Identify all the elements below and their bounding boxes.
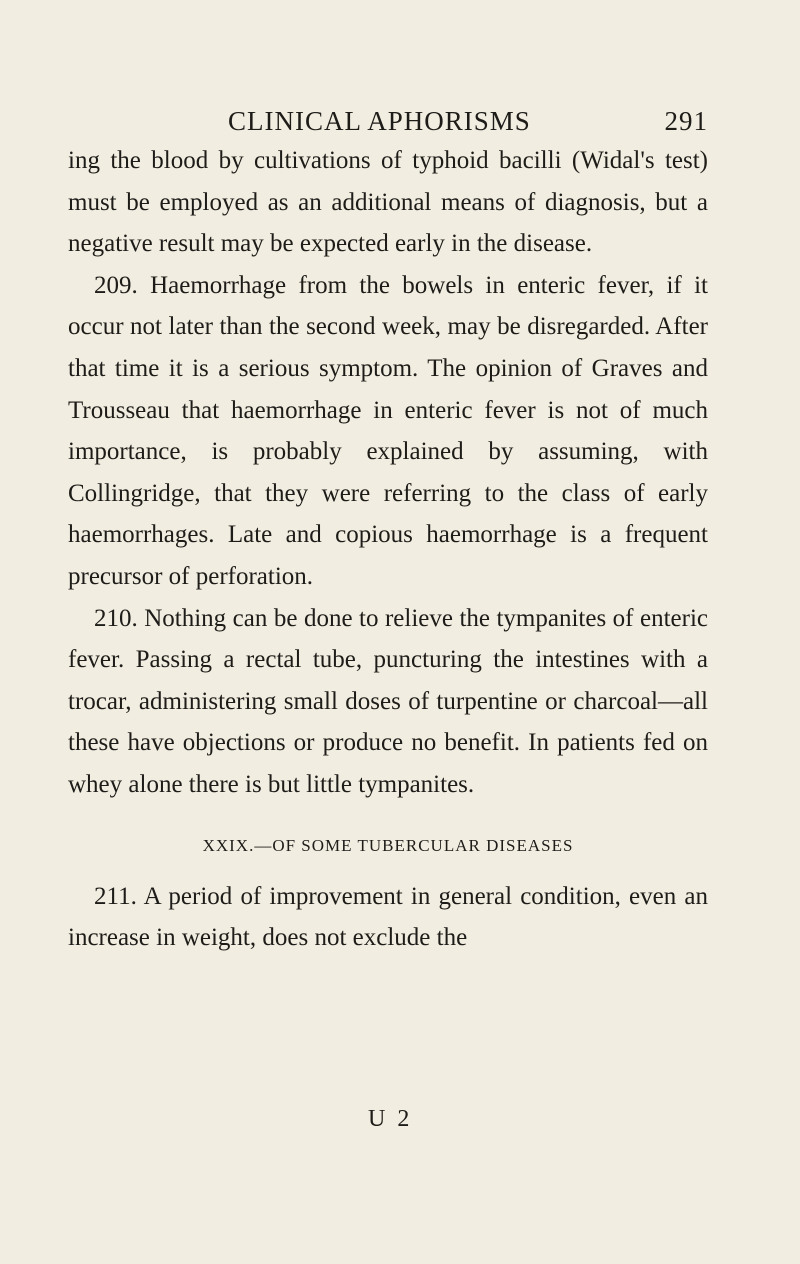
paragraph-210: 210. Nothing can be done to relieve the tympanites of enteric fever. Passing a rectal tube, puncturing the intestines with a trocar, administering small doses of turpentine or charcoal—all these have objections or produce no benefit. In patients fed on whey alone there is but little tympanites.	[68, 604, 708, 798]
page-body	[68, 140, 708, 959]
running-title: CLINICAL APHORISMS	[228, 106, 531, 136]
page-number: 291	[664, 106, 708, 136]
paragraph-209: 209. Haemorrhage from the bowels in enteric fever, if it occur not later than the second week, may be disregarded. After that time it is a serious symptom. The opinion of Graves and Trousseau that haemorrhage in enteric fever is not of much importance, is probably explained by assuming, with Collingridge, that they were referring to the class of early haemorrhages. Late and copious haemorrhage is a frequent precursor of perforation.	[68, 271, 708, 590]
paragraph-continuation: ing the blood by cultivations of typhoid bacilli (Widal's test) must be employed as an additional means of diagnosis, but a negative result may be expected early in the disease.	[68, 147, 708, 258]
signature-mark: U 2	[368, 1106, 413, 1132]
section-heading: XXIX.—OF SOME TUBERCULAR DISEASES	[202, 835, 574, 855]
paragraph-211: 211. A period of improvement in general condition, even an increase in weight, does not exclude the	[68, 882, 708, 952]
